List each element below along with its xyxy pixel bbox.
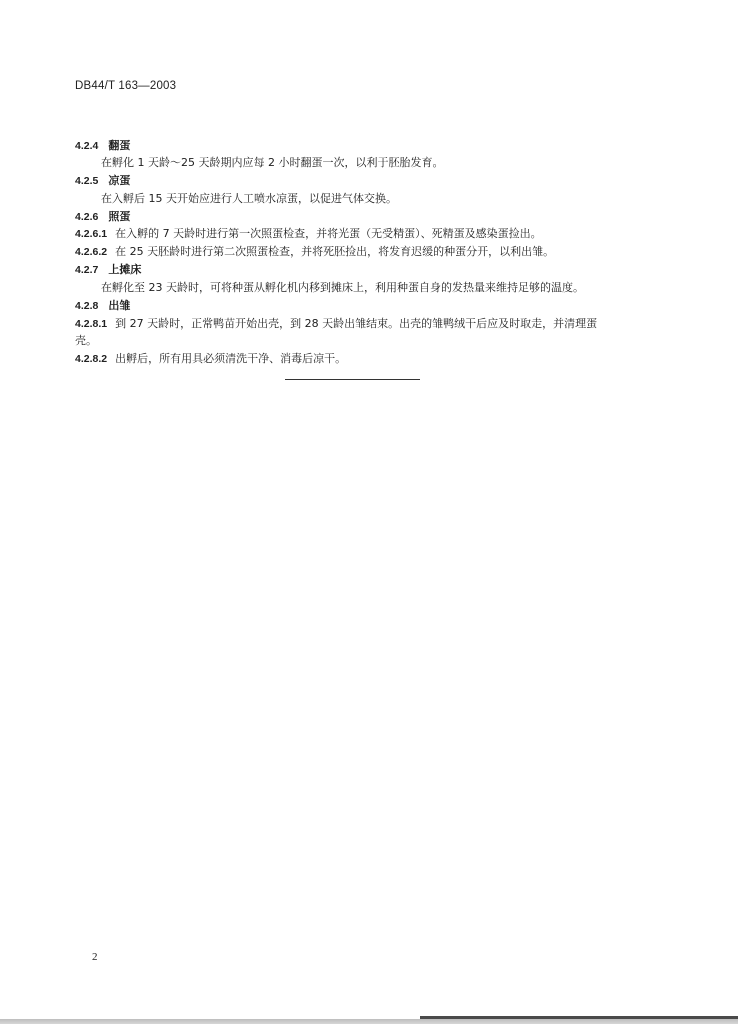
section-number: 4.2.6.1	[75, 228, 108, 240]
section-4-2-4-body: 在孵化 1 天龄～25 天龄期内应每 2 小时翻蛋一次，以利于胚胎发育。	[101, 156, 444, 169]
section-4-2-8-1	[75, 317, 597, 331]
standard-code-header: DB44/T 163—2003	[75, 80, 177, 92]
section-number: 4.2.6	[75, 211, 99, 223]
section-text: 在 25 天胚龄时进行第二次照蛋检查，并将死胚捡出，将发育迟缓的种蛋分开，以利出雏。	[115, 245, 555, 258]
section-title: 出雏	[108, 299, 131, 312]
section-text: 在入孵的 7 天龄时进行第一次照蛋检查，并将光蛋（无受精蛋）、死精蛋及感染蛋捡出。	[115, 227, 542, 240]
section-number: 4.2.8.1	[75, 318, 108, 330]
section-number: 4.2.4	[75, 140, 99, 152]
section-title: 上摊床	[108, 263, 142, 276]
section-title: 照蛋	[108, 210, 131, 223]
section-text: 到 27 天龄时，正常鸭苗开始出壳，到 28 天龄出雏结束。出壳的雏鸭绒干后应及时取走，并清理蛋	[115, 317, 598, 330]
section-4-2-5-heading	[75, 174, 130, 188]
section-4-2-8-heading	[75, 299, 130, 313]
section-4-2-5-body: 在入孵后 15 天开始应进行人工喷水凉蛋，以促进气体交换。	[101, 192, 397, 205]
section-4-2-8-1-continuation: 壳。	[75, 334, 97, 347]
section-4-2-7-heading	[75, 263, 141, 277]
section-number: 4.2.8.2	[75, 353, 108, 365]
page-number: 2	[92, 951, 98, 963]
section-number: 4.2.5	[75, 175, 99, 187]
section-number: 4.2.8	[75, 300, 99, 312]
end-rule	[285, 379, 420, 380]
section-number: 4.2.7	[75, 264, 99, 276]
section-4-2-6-2	[75, 245, 554, 259]
section-number: 4.2.6.2	[75, 246, 108, 258]
section-title: 翻蛋	[108, 139, 131, 152]
section-4-2-6-heading	[75, 210, 130, 224]
section-4-2-4-heading	[75, 139, 130, 153]
scan-bottom-edge	[0, 1019, 738, 1024]
section-4-2-6-1	[75, 227, 542, 241]
section-4-2-7-body: 在孵化至 23 天龄时，可将种蛋从孵化机内移到摊床上，利用种蛋自身的发热量来维持足够的温度。	[101, 281, 584, 294]
section-text: 出孵后，所有用具必须清洗干净、消毒后凉干。	[115, 352, 347, 365]
section-4-2-8-2	[75, 352, 346, 366]
section-title: 凉蛋	[108, 174, 131, 187]
scan-bottom-shadow	[420, 1016, 738, 1019]
